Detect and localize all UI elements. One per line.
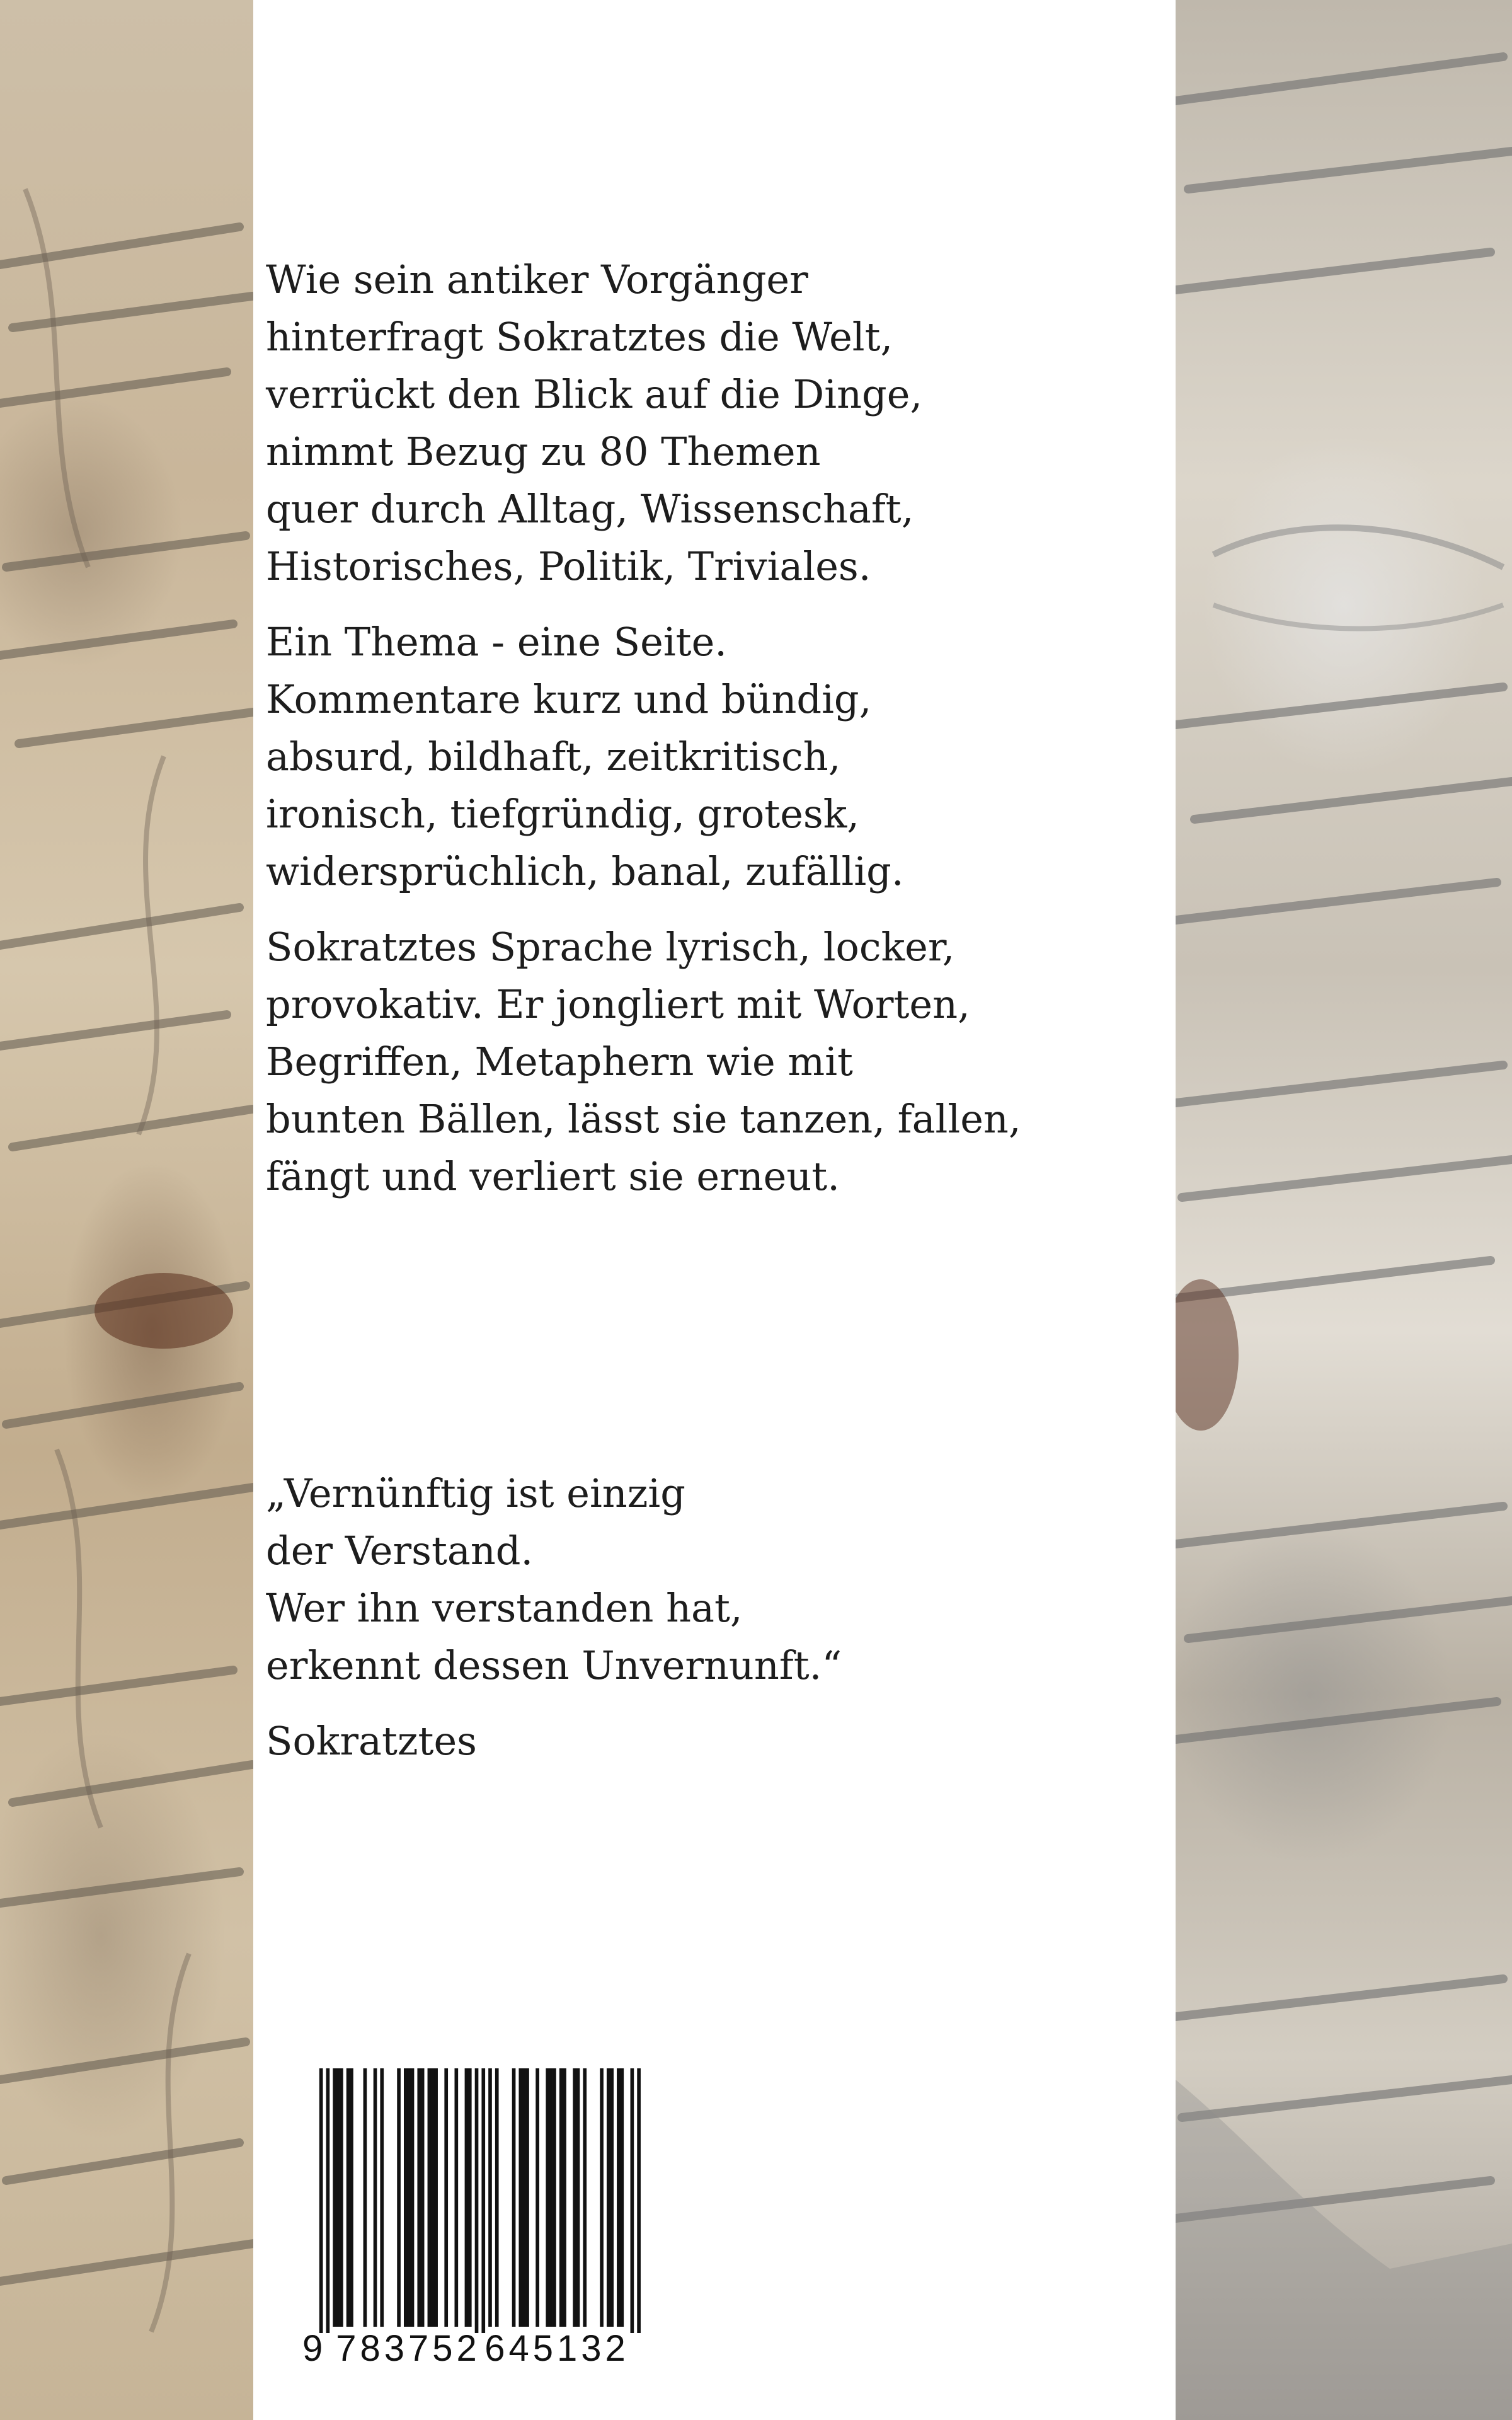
- barcode-bar: [600, 2068, 604, 2327]
- barcode-bar: [620, 2068, 624, 2327]
- right-decorative-statue-image: [1176, 0, 1512, 2420]
- barcode-bar: [434, 2068, 438, 2327]
- barcode-bar: [465, 2068, 469, 2327]
- barcode-bar: [583, 2068, 587, 2327]
- barcode-bar: [522, 2068, 526, 2327]
- barcode-bar: [326, 2068, 330, 2333]
- barcode-bar: [576, 2068, 580, 2327]
- barcode-bar: [637, 2068, 641, 2333]
- barcode-bar: [573, 2068, 576, 2327]
- barcode-bar: [431, 2068, 435, 2327]
- barcode-bar: [340, 2068, 343, 2327]
- barcode-bar: [407, 2068, 411, 2327]
- description-text: [266, 251, 1022, 1205]
- barcode-bar: [518, 2068, 522, 2327]
- barcode-bar: [428, 2068, 432, 2327]
- barcode-bar: [404, 2068, 408, 2327]
- barcode-bar: [336, 2068, 340, 2327]
- barcode-bar: [559, 2068, 563, 2327]
- barcode-bar: [421, 2068, 425, 2327]
- barcode-bar: [475, 2068, 479, 2333]
- quote-author: Sokratztes: [266, 1718, 477, 1764]
- quote-block: [266, 1465, 1022, 1770]
- barcode-bar: [536, 2068, 539, 2327]
- description-paragraph-1: Wie sein antiker Vorgänger hinterfragt Sokratztes die Welt, verrückt den Blick auf die Dinge, nimmt Bezug zu 80 Themen quer durch Alltag, Wissenschaft, Historisches, Politik, Triviales.: [266, 256, 923, 589]
- barcode-bar: [631, 2068, 634, 2333]
- barcode-bar: [346, 2068, 350, 2327]
- barcode-bar: [512, 2068, 516, 2327]
- description-paragraph-3: Sokratztes Sprache lyrisch, locker, provokativ. Er jongliert mit Worten, Begriffen, Metaphern wie mit bunten Bällen, lässt sie tanzen, fallen, fängt und verliert sie erneut.: [266, 924, 1021, 1199]
- barcode-bar: [607, 2068, 610, 2327]
- barcode-bar: [553, 2068, 556, 2327]
- isbn-right-group: 645132: [484, 2328, 629, 2369]
- barcode-bar: [610, 2068, 614, 2327]
- quote-text: „Vernünftig ist einzig der Verstand. Wer ihn verstanden hat, erkennt dessen Unvernunft.“: [266, 1470, 842, 1688]
- barcode-bar: [333, 2068, 336, 2327]
- barcode-bar: [563, 2068, 566, 2327]
- barcode-bar: [417, 2068, 421, 2327]
- barcode-bar: [364, 2068, 367, 2327]
- barcode-bar: [397, 2068, 401, 2327]
- barcode-bar: [380, 2068, 384, 2327]
- barcode-bar: [549, 2068, 553, 2327]
- isbn-number: [302, 2328, 644, 2370]
- barcode-bar: [350, 2068, 353, 2327]
- barcode-bar: [374, 2068, 377, 2327]
- barcode-bar: [525, 2068, 529, 2327]
- isbn-first-digit: 9: [302, 2328, 323, 2369]
- barcode-bar: [481, 2068, 485, 2333]
- barcode-bar: [444, 2068, 448, 2327]
- barcode-bar: [319, 2068, 323, 2333]
- barcode-bars: [302, 2068, 644, 2333]
- barcode-bar: [488, 2068, 492, 2327]
- barcode-bar: [617, 2068, 621, 2327]
- barcode-bar: [468, 2068, 472, 2327]
- barcode-bar: [411, 2068, 415, 2327]
- barcode-bar: [495, 2068, 499, 2327]
- left-decorative-stone-image: [0, 0, 253, 2420]
- isbn-left-group: 783752: [336, 2328, 481, 2369]
- barcode-bar: [546, 2068, 549, 2327]
- isbn-barcode: [302, 2068, 644, 2368]
- description-paragraph-2: Ein Thema - eine Seite. Kommentare kurz und bündig, absurd, bildhaft, zeitkritisch, ironisch, tiefgründig, grotesk, widersprüchlich, banal, zufällig.: [266, 619, 904, 894]
- barcode-bar: [454, 2068, 458, 2327]
- back-cover-text-panel: [253, 0, 1176, 2420]
